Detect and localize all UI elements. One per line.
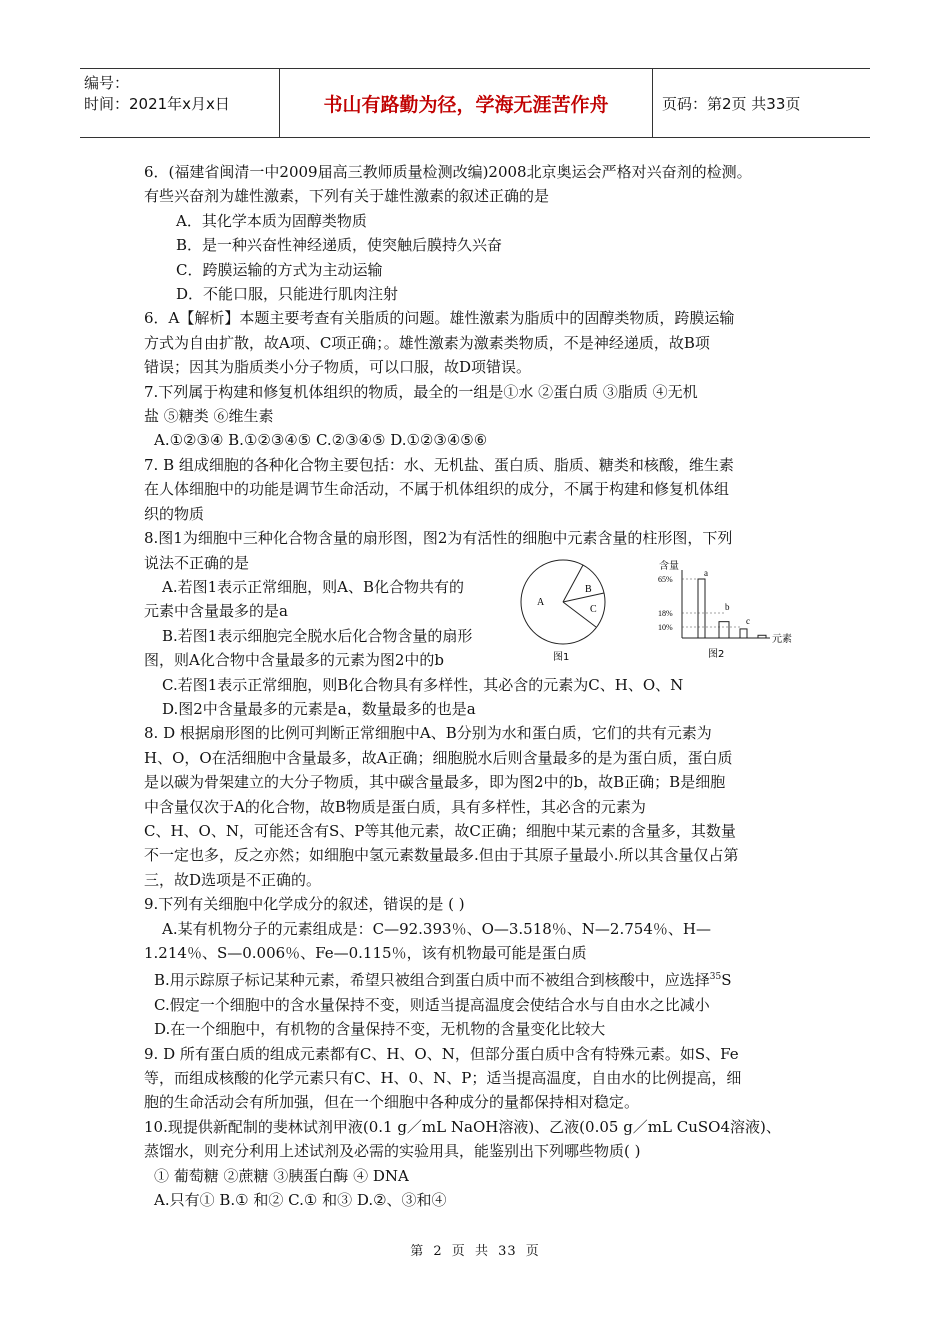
option-line: D．不能口服，只能进行肌肉注射 bbox=[176, 285, 399, 304]
option-line bbox=[144, 965, 812, 992]
pie-label-a: A bbox=[537, 597, 545, 608]
figure-2-caption: 图2 bbox=[708, 649, 725, 660]
isotope-mass: 35 bbox=[709, 972, 722, 983]
option-line: D.在一个细胞中，有机物的含量保持不变，无机物的含量变化比较大 bbox=[154, 1020, 606, 1039]
option-line: D.图2中含量最多的元素是a，数量最多的也是a bbox=[162, 699, 476, 718]
bar bbox=[740, 629, 747, 638]
text-line: 蒸馏水，则充分利用上述试剂及必需的实验用具，能鉴别出下列哪些物质( ) bbox=[144, 1142, 641, 1161]
figure-2-bar bbox=[642, 558, 802, 663]
text-line: 6．(福建省闽清一中2009届高三教师质量检测改编)2008北京奥运会严格对兴奋剂的检测。 bbox=[144, 163, 752, 181]
isotope-symbol: S bbox=[721, 971, 732, 990]
bar-label-c: c bbox=[746, 616, 750, 626]
text-line: 9.下列有关细胞中化学成分的叙述，错误的是 ( ) bbox=[144, 895, 465, 914]
option-line: A.某有机物分子的元素组成是：C—92.393％、O—3.518％、N—2.754％、H— bbox=[162, 919, 711, 938]
bar bbox=[719, 622, 729, 638]
text-line: 三，故D选项是不正确的。 bbox=[144, 870, 322, 889]
text-line: H、O，O在活细胞中含量最多，故A正确；细胞脱水后则含量最多的是为蛋白质，蛋白质 bbox=[144, 748, 733, 767]
document-body bbox=[144, 160, 812, 1212]
text-line: 10.现提供新配制的斐林试剂甲液(0.1 g／mL NaOH溶液)、乙液(0.05 g／mL CuSO4溶液)、 bbox=[144, 1117, 781, 1136]
option-line: A.①②③④ B.①②③④⑤ C.②③④⑤ D.①②③④⑤⑥ bbox=[154, 431, 488, 450]
figure-1-pie bbox=[515, 555, 615, 665]
text-line: 7.下列属于构建和修复机体组织的物质，最全的一组是①水 ②蛋白质 ③脂质 ④无机 bbox=[144, 382, 698, 401]
footer-page-number: 2 bbox=[433, 1244, 443, 1259]
text-line: 胞的生命活动会有所加强，但在一个细胞中各种成分的量都保持相对稳定。 bbox=[144, 1093, 640, 1112]
option-line: B．是一种兴奋性神经递质，使突触后膜持久兴奋 bbox=[176, 236, 503, 255]
option-line: A．其化学本质为固醇类物质 bbox=[176, 211, 367, 230]
bar bbox=[698, 579, 705, 638]
text-line: 8. D 根据扇形图的比例可判断正常细胞中A、B分别为水和蛋白质，它们的共有元素为 bbox=[144, 724, 712, 743]
page-header bbox=[80, 68, 870, 138]
pie-divider bbox=[563, 565, 583, 602]
bar-group bbox=[698, 579, 766, 638]
text-line: 错误；因其为脂质类小分子物质，可以口服，故D项错误。 bbox=[144, 358, 532, 377]
text-line: 不一定也多，反之亦然；如细胞中氢元素数量最多.但由于其原子量最小.所以其含量仅占第 bbox=[144, 846, 739, 865]
y-tick-65: 65% bbox=[658, 575, 673, 584]
footer-part: 第 bbox=[410, 1244, 425, 1259]
text-line: 6．A【解析】本题主要考查有关脂质的问题。雄性激素为脂质中的固醇类物质，跨膜运输 bbox=[144, 309, 735, 328]
number-label: 编号： bbox=[84, 74, 130, 92]
text-line: 9. D 所有蛋白质的组成元素都有C、H、O、N，但部分蛋白质中含有特殊元素。如S、Fe bbox=[144, 1044, 739, 1063]
footer-part: 页 bbox=[525, 1244, 540, 1259]
bar bbox=[758, 635, 766, 638]
text-line: 元素中含量最多的是a bbox=[144, 602, 288, 621]
footer-total-pages: 33 bbox=[498, 1244, 517, 1259]
text-line: 图，则A化合物中含量最多的元素为图2中的b bbox=[144, 651, 444, 670]
text-line: 方式为自由扩散，故A项、C项正确；。雄性激素为激素类物质，不是神经递质，故B项 bbox=[144, 333, 710, 352]
x-axis-title: 元素 bbox=[772, 634, 792, 645]
y-tick-10: 10% bbox=[658, 623, 673, 632]
option-line: B.若图1表示细胞完全脱水后化合物含量的扇形 bbox=[162, 626, 473, 645]
text-line: 等，而组成核酸的化学元素只有C、H、0、N、P；适当提高温度，自由水的比例提高，细 bbox=[144, 1069, 742, 1088]
text-line: 有些兴奋剂为雄性激素，下列有关于雄性激素的叙述正确的是 bbox=[144, 187, 550, 206]
footer-part: 共 bbox=[474, 1244, 489, 1259]
text-line: 7. B 组成细胞的各种化合物主要包括：水、无机盐、蛋白质、脂质、糖类和核酸，维生素 bbox=[144, 455, 734, 474]
option-line: A.若图1表示正常细胞，则A、B化合物共有的 bbox=[162, 577, 465, 596]
text-line: 中含量仅次于A的化合物，故B物质是蛋白质，具有多样性，其必含的元素为 bbox=[144, 797, 646, 816]
option-text: B.用示踪原子标记某种元素，希望只被组合到蛋白质中而不被组合到核酸中，应选择 bbox=[154, 971, 710, 990]
option-line: C.若图1表示正常细胞，则B化合物具有多样性，其必含的元素为C、H、O、N bbox=[162, 675, 684, 694]
header-meta bbox=[80, 69, 280, 137]
text-line: C、H、O、N，可能还含有S、P等其他元素，故C正确；细胞中某元素的含量多，其数量 bbox=[144, 821, 736, 840]
pie-label-c: C bbox=[590, 604, 597, 615]
text-line: 8.图1为细胞中三种化合物含量的扇形图，图2为有活性的细胞中元素含量的柱形图，下列 bbox=[144, 529, 733, 548]
footer-part: 页 bbox=[451, 1244, 466, 1259]
option-line: C.假定一个细胞中的含水量保持不变，则适当提高温度会使结合水与自由水之比减小 bbox=[154, 995, 710, 1014]
header-motto: 书山有路勤为径，学海无涯苦作舟 bbox=[280, 69, 653, 137]
figure-1-caption: 图1 bbox=[553, 652, 570, 663]
pie-divider bbox=[563, 593, 604, 602]
text-line: 是以碳为骨架建立的大分子物质，其中碳含量最多，即为图2中的b，故B正确；B是细胞 bbox=[144, 773, 726, 792]
bar-label-b: b bbox=[725, 602, 730, 612]
y-tick-18: 18% bbox=[658, 609, 673, 618]
date-label: 时间：2021年x月x日 bbox=[84, 95, 230, 113]
option-line: ① 葡萄糖 ②蔗糖 ③胰蛋白酶 ④ DNA bbox=[154, 1166, 409, 1185]
y-axis-title: 含量 bbox=[659, 561, 679, 572]
pie-label-b: B bbox=[585, 584, 592, 595]
text-line: 盐 ⑤糖类 ⑥维生素 bbox=[144, 407, 274, 426]
option-line: C．跨膜运输的方式为主动运输 bbox=[176, 260, 383, 279]
text-line: 织的物质 bbox=[144, 504, 205, 523]
page-number-label: 页码：第2页 共33页 bbox=[662, 94, 801, 113]
page-footer bbox=[0, 1240, 950, 1259]
text-line: 1.214％、S—0.006％、Fe—0.115％，该有机物最可能是蛋白质 bbox=[144, 944, 587, 962]
text-line: 在人体细胞中的功能是调节生命活动，不属于机体组织的成分，不属于构建和修复机体组 bbox=[144, 480, 730, 499]
option-line: A.只有① B.① 和② C.① 和③ D.②、③和④ bbox=[154, 1191, 447, 1210]
text-line: 说法不正确的是 bbox=[144, 553, 250, 572]
bar-label-a: a bbox=[704, 568, 708, 578]
